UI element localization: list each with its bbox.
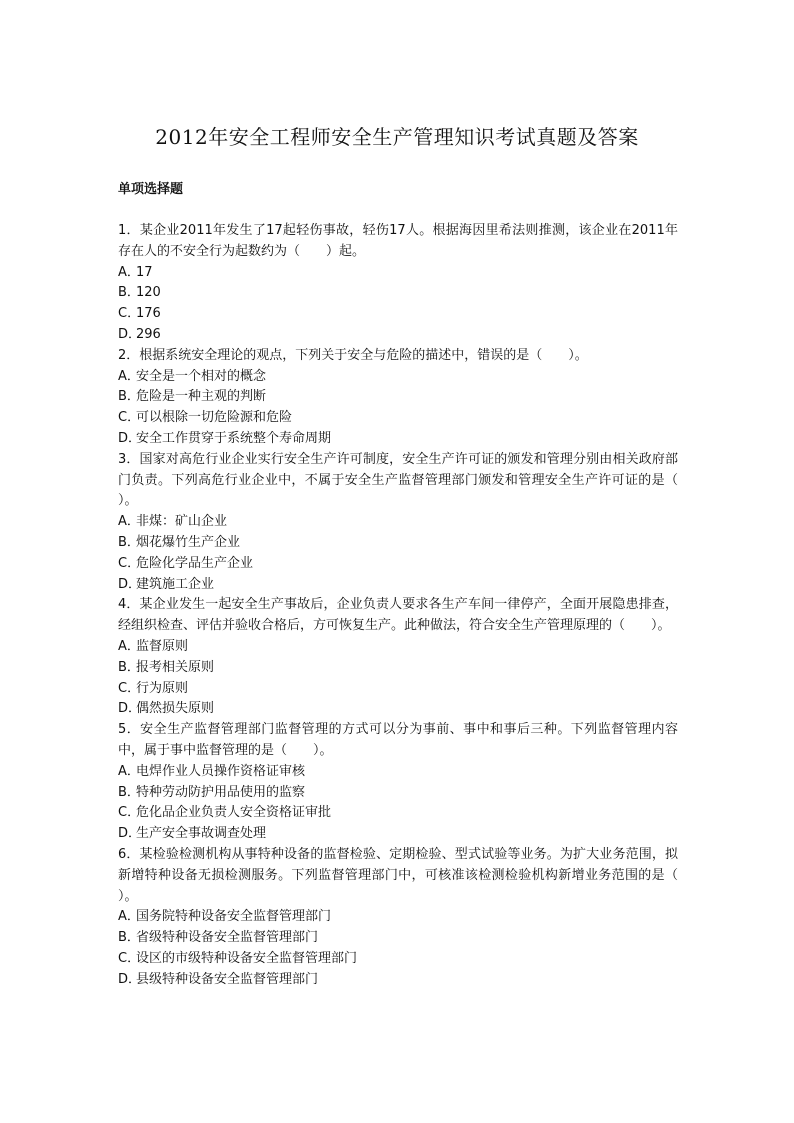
- option-text: 安全工作贯穿于系统整个寿命周期: [136, 430, 332, 446]
- option-letter: A．: [118, 638, 140, 654]
- question-stem: 1．某企业2011年发生了17起轻伤事故，轻伤17人。根据海因里希法则推测，该企业在2011年存在人的不安全行为起数约为（ ）起。: [118, 223, 678, 259]
- answer-option: [118, 554, 678, 575]
- option-text: 296: [136, 326, 161, 342]
- question-item: [118, 221, 678, 346]
- option-letter: D．: [118, 430, 142, 446]
- question-item: [118, 450, 705, 596]
- option-letter: D．: [118, 326, 142, 342]
- option-letter: C．: [118, 805, 141, 821]
- document-title: 2012年安全工程师安全生产管理知识考试真题及答案: [155, 125, 639, 149]
- answer-option: [118, 679, 678, 700]
- option-text: 可以根除一切危险源和危险: [136, 410, 293, 426]
- option-text: 176: [136, 306, 161, 322]
- answer-option: [118, 512, 678, 533]
- question-stem: 5．安全生产监督管理部门监督管理的方式可以分为事前、事中和事后三种。下列监督管理内容中，属于事中监督管理的是（ ）。: [118, 722, 678, 758]
- option-letter: A．: [118, 368, 140, 384]
- option-letter: C．: [118, 410, 141, 426]
- answer-option: [118, 658, 678, 679]
- option-letter: B．: [118, 534, 140, 550]
- answer-option: [118, 408, 678, 429]
- option-text: 设区的市级特种设备安全监督管理部门: [136, 950, 358, 966]
- option-letter: B．: [118, 930, 140, 946]
- answer-option: [118, 699, 678, 720]
- option-text: 危险化学品生产企业: [136, 555, 254, 571]
- question-item: [118, 845, 705, 991]
- answer-option: [118, 304, 678, 325]
- option-text: 安全是一个相对的概念: [136, 368, 267, 384]
- question-item: [118, 346, 678, 450]
- answer-option: [118, 387, 678, 408]
- option-letter: C．: [118, 950, 141, 966]
- option-letter: A．: [118, 763, 140, 779]
- question-item: [118, 595, 678, 720]
- option-text: 危化品企业负责人安全资格证审批: [136, 805, 332, 821]
- option-letter: D．: [118, 701, 142, 717]
- option-letter: D．: [118, 576, 142, 592]
- option-text: 行为原则: [136, 680, 189, 696]
- option-text: 监督原则: [136, 638, 189, 654]
- answer-option: [118, 907, 678, 928]
- option-text: 120: [136, 285, 161, 301]
- answer-option: [118, 762, 678, 783]
- answer-option: [118, 325, 678, 346]
- option-text: 17: [136, 264, 153, 280]
- answer-option: [118, 783, 678, 804]
- section-heading: 单项选择题: [118, 182, 184, 197]
- option-text: 烟花爆竹生产企业: [136, 534, 241, 550]
- answer-option: [118, 970, 678, 991]
- option-text: 电焊作业人员操作资格证审核: [136, 763, 306, 779]
- option-letter: B．: [118, 784, 140, 800]
- question-item: [118, 720, 678, 845]
- answer-option: [118, 263, 678, 284]
- option-letter: C．: [118, 306, 141, 322]
- answer-option: [118, 283, 678, 304]
- option-text: 报考相关原则: [136, 659, 215, 675]
- option-text: 生产安全事故调查处理: [136, 826, 267, 842]
- option-letter: B．: [118, 659, 140, 675]
- option-letter: A．: [118, 909, 140, 925]
- option-text: 特种劳动防护用品使用的监察: [136, 784, 306, 800]
- answer-option: [118, 803, 678, 824]
- answer-option: [118, 575, 678, 596]
- option-letter: C．: [118, 680, 141, 696]
- option-text: 建筑施工企业: [136, 576, 215, 592]
- option-text: 省级特种设备安全监督管理部门: [136, 930, 319, 946]
- option-letter: B．: [118, 285, 140, 301]
- question-list: [118, 221, 705, 990]
- answer-option: [118, 824, 678, 845]
- answer-option: [118, 367, 678, 388]
- question-stem: 2．根据系统安全理论的观点，下列关于安全与危险的描述中，错误的是（ ）。: [118, 347, 588, 363]
- question-stem: 6．某检验检测机构从事特种设备的监督检验、定期检验、型式试验等业务。为扩大业务范围，拟新增特种设备无损检测服务。下列监督管理部门中，可核准该检测检验机构新增业务范围的是（ ）。: [118, 846, 705, 904]
- answer-option: [118, 637, 678, 658]
- option-text: 非煤：矿山企业: [136, 514, 228, 530]
- option-letter: A．: [118, 264, 140, 280]
- option-text: 县级特种设备安全监督管理部门: [136, 971, 319, 987]
- answer-option: [118, 429, 678, 450]
- option-letter: D．: [118, 971, 142, 987]
- option-letter: D．: [118, 826, 142, 842]
- option-text: 国务院特种设备安全监督管理部门: [136, 909, 332, 925]
- question-stem: 4．某企业发生一起安全生产事故后，企业负责人要求各生产车间一律停产，全面开展隐患排查，经组织检查、评估并验收合格后，方可恢复生产。此种做法，符合安全生产管理原理的（ ）。: [118, 597, 678, 634]
- option-text: 危险是一种主观的判断: [136, 389, 267, 405]
- option-letter: B．: [118, 389, 140, 405]
- answer-option: [118, 949, 678, 970]
- answer-option: [118, 533, 678, 554]
- option-letter: C．: [118, 555, 141, 571]
- answer-option: [118, 928, 678, 949]
- option-letter: A．: [118, 514, 140, 530]
- question-stem: 3．国家对高危行业企业实行安全生产许可制度，安全生产许可证的颁发和管理分别由相关政府部门负责。下列高危行业企业中，不属于安全生产监督管理部门颁发和管理安全生产许可证的是（ ）。: [118, 451, 705, 509]
- option-text: 偶然损失原则: [136, 701, 215, 717]
